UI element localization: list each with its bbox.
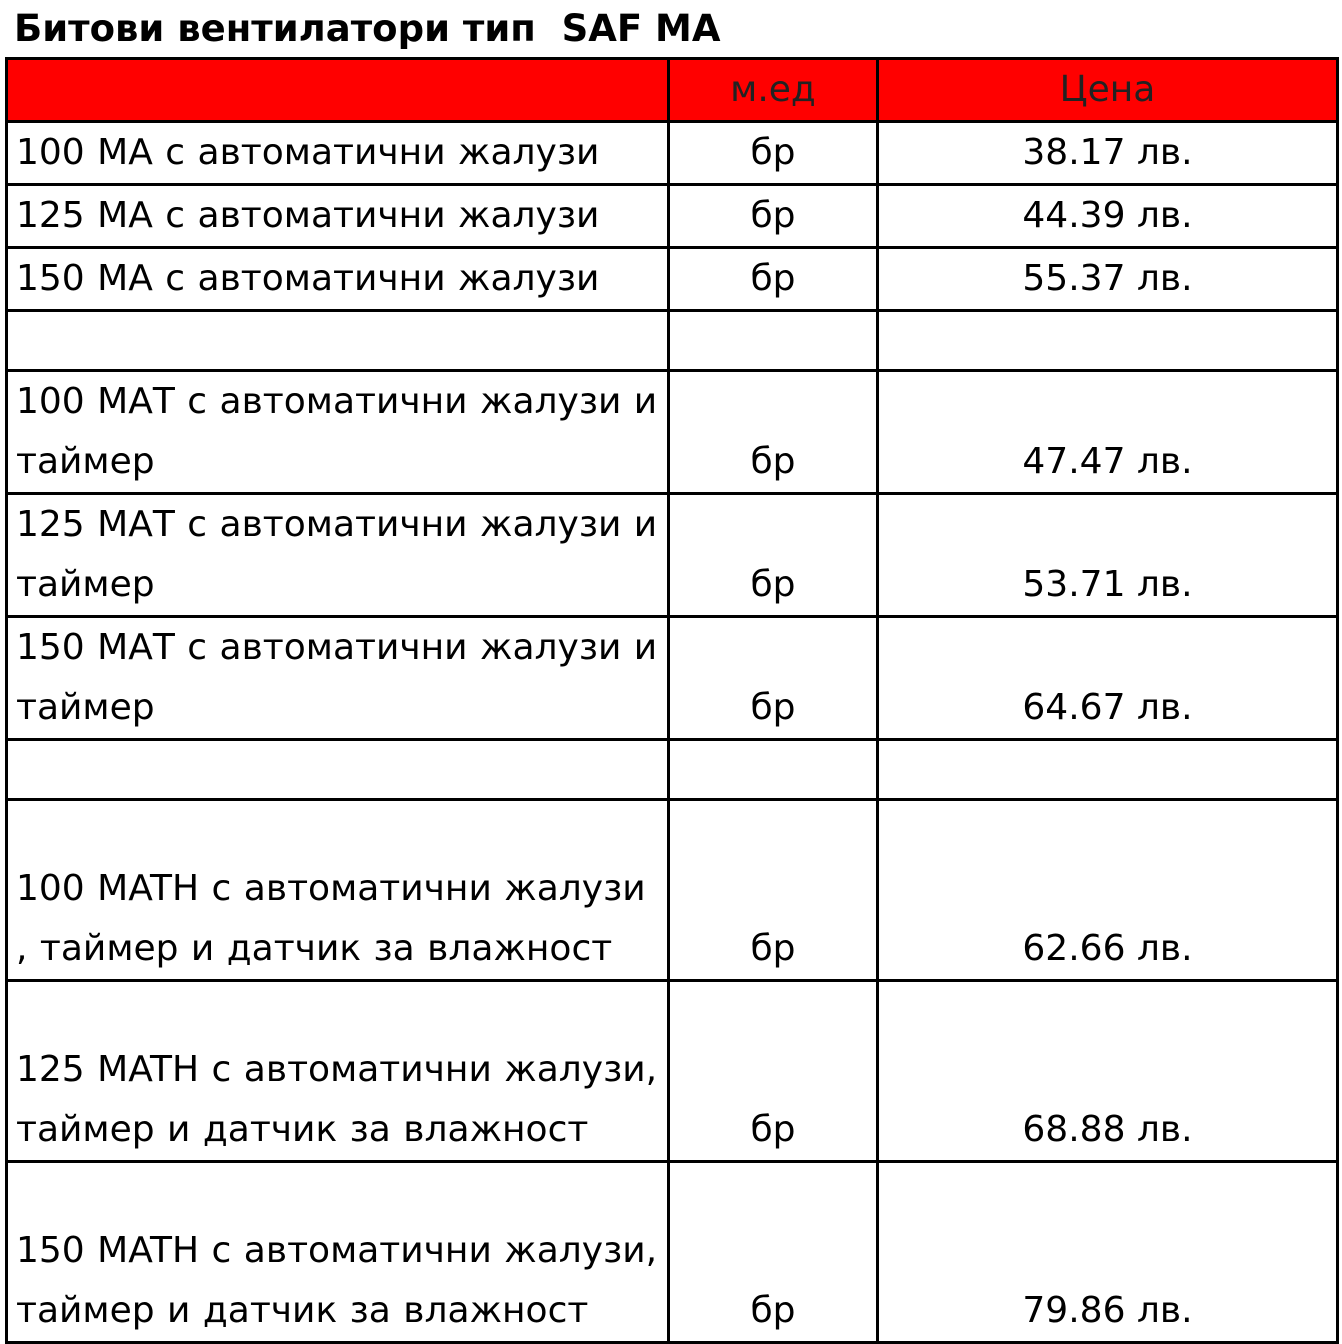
product-price: 53.71 лв. xyxy=(878,494,1338,617)
product-price xyxy=(878,311,1338,371)
product-name: 150 МА с автоматични жалузи xyxy=(7,248,669,311)
header-price: Цена xyxy=(878,59,1338,122)
page-title: Битови вентилатори тип SAF MA xyxy=(14,7,721,50)
product-unit: бр xyxy=(669,371,878,494)
table-header-row xyxy=(7,59,1338,122)
product-name xyxy=(7,311,669,371)
product-price: 55.37 лв. xyxy=(878,248,1338,311)
price-table xyxy=(5,57,1339,1344)
product-name: 150 MATH с автоматични жалузи, таймер и датчик за влажност xyxy=(7,1162,669,1343)
table-row xyxy=(7,494,1338,617)
product-unit xyxy=(669,740,878,800)
table-row xyxy=(7,122,1338,185)
product-price: 47.47 лв. xyxy=(878,371,1338,494)
product-name: 100 MATH с автоматични жалузи , таймер и датчик за влажност xyxy=(7,800,669,981)
product-price: 79.86 лв. xyxy=(878,1162,1338,1343)
table-row-empty xyxy=(7,311,1338,371)
table-row xyxy=(7,248,1338,311)
product-name: 125 MATH с автоматични жалузи, таймер и датчик за влажност xyxy=(7,981,669,1162)
product-price: 62.66 лв. xyxy=(878,800,1338,981)
product-price: 64.67 лв. xyxy=(878,617,1338,740)
table-row xyxy=(7,800,1338,981)
product-name: 125 МА с автоматични жалузи xyxy=(7,185,669,248)
product-unit: бр xyxy=(669,185,878,248)
product-price xyxy=(878,740,1338,800)
product-price: 68.88 лв. xyxy=(878,981,1338,1162)
product-name: 125 МАТ с автоматични жалузи и таймер xyxy=(7,494,669,617)
header-name xyxy=(7,59,669,122)
product-unit: бр xyxy=(669,617,878,740)
table-row xyxy=(7,371,1338,494)
table-row xyxy=(7,981,1338,1162)
product-name: 100 МАТ с автоматични жалузи и таймер xyxy=(7,371,669,494)
product-price: 44.39 лв. xyxy=(878,185,1338,248)
header-unit: м.ед xyxy=(669,59,878,122)
product-price: 38.17 лв. xyxy=(878,122,1338,185)
table-row xyxy=(7,185,1338,248)
product-unit: бр xyxy=(669,248,878,311)
product-unit xyxy=(669,311,878,371)
table-row xyxy=(7,617,1338,740)
product-unit: бр xyxy=(669,1162,878,1343)
product-unit: бр xyxy=(669,981,878,1162)
product-unit: бр xyxy=(669,122,878,185)
product-name: 150 МАТ с автоматични жалузи и таймер xyxy=(7,617,669,740)
product-unit: бр xyxy=(669,800,878,981)
product-name xyxy=(7,740,669,800)
table-row xyxy=(7,1162,1338,1343)
product-name: 100 МА с автоматични жалузи xyxy=(7,122,669,185)
table-row-empty xyxy=(7,740,1338,800)
product-unit: бр xyxy=(669,494,878,617)
